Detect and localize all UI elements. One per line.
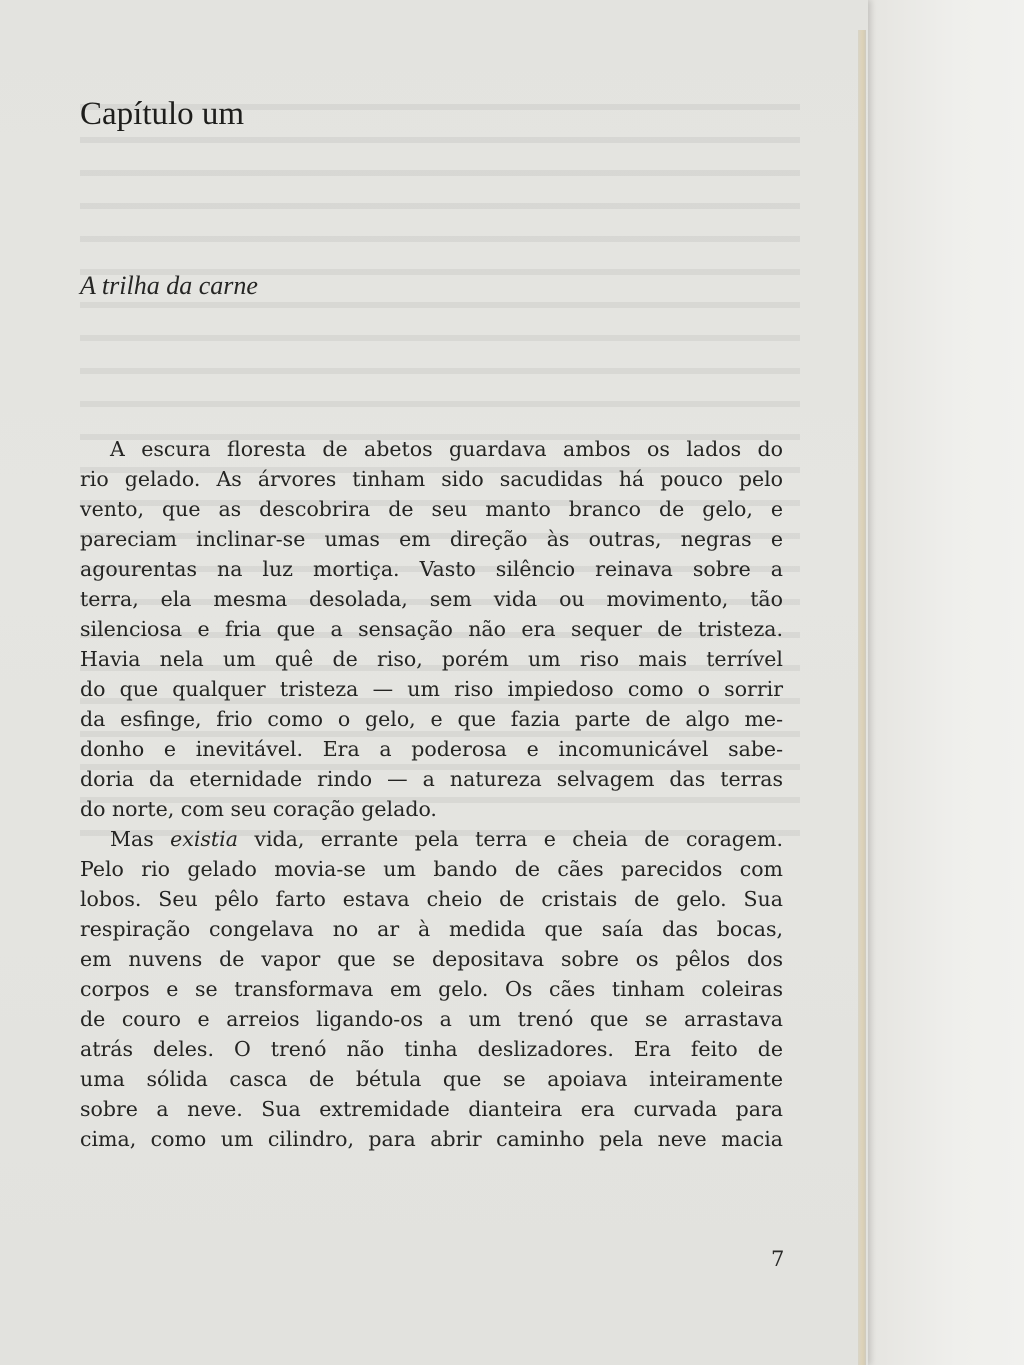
text-line: A escura floresta de abetos guardava ambos os lados do [110, 437, 783, 461]
text-line: lobos. Seu pêlo farto estava cheio de cristais de gelo. Sua [80, 887, 783, 911]
body-text [80, 434, 783, 1154]
text-line: de couro e arreios ligando-os a um trenó que se arrastava [80, 1007, 783, 1031]
text-line: em nuvens de vapor que se depositava sobre os pêlos dos [80, 947, 783, 971]
text-run: vida, errante pela terra e cheia de coragem. [237, 827, 784, 851]
text-line: doria da eternidade rindo — a natureza selvagem das terras [80, 767, 783, 791]
text-line: corpos e se transformava em gelo. Os cães tinham coleiras [80, 977, 783, 1001]
text-line: Havia nela um quê de riso, porém um riso mais terrível [80, 647, 783, 671]
text-line: donho e inevitável. Era a poderosa e incomunicável sabe- [80, 737, 783, 761]
text-line: terra, ela mesma desolada, sem vida ou movimento, tão [80, 587, 783, 611]
text-line: da esfinge, frio como o gelo, e que fazia parte de algo me- [80, 707, 783, 731]
chapter-title: Capítulo um [80, 96, 245, 132]
text-line: silenciosa e fria que a sensação não era sequer de tristeza. [80, 617, 783, 641]
paragraph-1 [80, 434, 783, 824]
page-number: 7 [771, 1247, 785, 1271]
text-line: agourentas na luz mortiça. Vasto silêncio reinava sobre a [80, 557, 783, 581]
text-line: cima, como um cilindro, para abrir caminho pela neve macia [80, 1127, 783, 1151]
emphasis-word: existia [170, 827, 238, 851]
page-edge [858, 30, 866, 1365]
text-line [80, 824, 783, 854]
background-surface [854, 0, 1024, 1365]
text-line: respiração congelava no ar à medida que saía das bocas, [80, 917, 783, 941]
section-title: A trilha da carne [80, 271, 258, 300]
text-line: pareciam inclinar-se umas em direção às outras, negras e [80, 527, 783, 551]
text-run: Mas [110, 827, 171, 851]
text-line: do norte, com seu coração gelado. [80, 797, 437, 821]
text-line: uma sólida casca de bétula que se apoiava inteiramente [80, 1067, 783, 1091]
text-line: sobre a neve. Sua extremidade dianteira era curvada para [80, 1097, 783, 1121]
text-line: rio gelado. As árvores tinham sido sacudidas há pouco pelo [80, 467, 783, 491]
text-line: atrás deles. O trenó não tinha deslizadores. Era feito de [80, 1037, 783, 1061]
text-line: Pelo rio gelado movia-se um bando de cães parecidos com [80, 857, 783, 881]
text-line: vento, que as descobrira de seu manto branco de gelo, e [80, 497, 783, 521]
text-line: do que qualquer tristeza — um riso impiedoso como o sorrir [80, 677, 783, 701]
paragraph-2 [80, 824, 783, 1154]
